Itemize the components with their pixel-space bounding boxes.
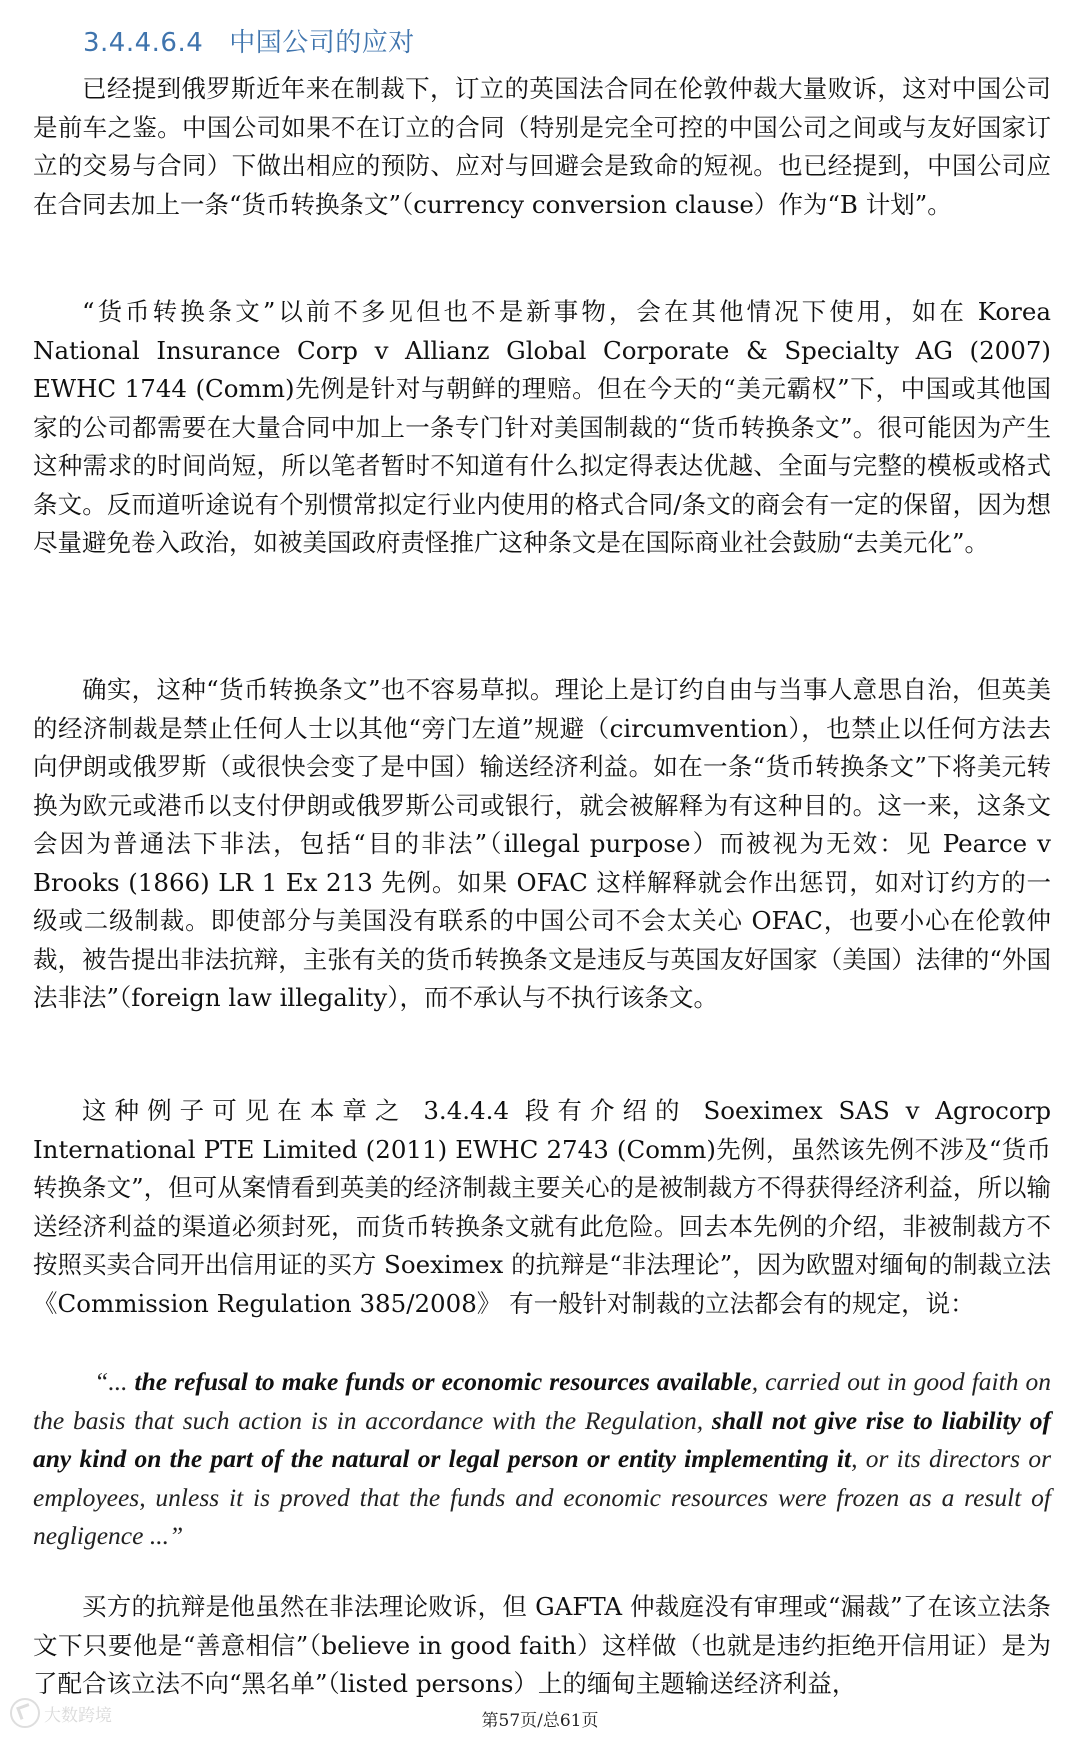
paragraph-3: 确实，这种“货币转换条文”也不容易草拟。理论上是订约自由与当事人意思自治，但英美的经济制裁是禁止任何人士以其他“旁门左道”规避（circumvention），也禁止以任何方法去向伊朗或俄罗斯（或很快会变了是中国）输送经济利益。如在一条“货币转换条文”下将美元转换为欧元或港币以支付伊朗或俄罗斯公司或银行，就会被解释为有这种目的。这一来，这条文会因为普通法下非法，包括“目的非法”（illegal purpose）而被视为无效：见 Pearce v Brooks (1866) LR 1 Ex 213 先例。如果 OFAC 这样解释就会作出惩罚，如对订约方的一级或二级制裁。即使部分与美国没有联系的中国公司不会太关心 OFAC，也要小心在伦敦仲裁，被告提出非法抗辩，主张有关的货币转换条文是违反与英国友好国家（美国）法律的“外国法非法”（foreign law illegality），而不承认与不执行该条文。 — [33, 675, 1051, 1012]
section-number: 3.4.4.6.4 — [83, 28, 204, 58]
regulation-quote — [33, 1363, 1051, 1556]
paragraph-2: “货币转换条文”以前不多见但也不是新事物，会在其他情况下使用，如在 Korea National Insurance Corp v Allianz Global Corporate & Specialty AG (2007) EWHC 1744 (Comm)先例是针对与朝鲜的理赔。但在今天的“美元霸权”下，中国或其他国家的公司都需要在大量合同中加上一条专门针对美国制裁的“货币转换条文”。很可能因为产生这种需求的时间尚短，所以笔者暂时不知道有什么拟定得表达优越、全面与完整的模板或格式条文。反而道听途说有个别惯常拟定行业内使用的格式合同/条文的商会有一定的保留，因为想尽量避免卷入政治，如被美国政府责怪推广这种条文是在国际商业社会鼓励“去美元化”。 — [33, 297, 1051, 557]
quote-bold-1: the refusal to make funds or economic resources available — [134, 1367, 752, 1396]
quote-text-2: , or its directors or employees, unless it is proved that the funds and economic resources were frozen as a result of negligence ...” — [33, 1444, 1051, 1550]
paragraph-4: 这种例子可见在本章之 3.4.4.4 段有介绍的 Soeximex SAS v Agrocorp International PTE Limited (2011) EWHC 2743 (Comm)先例，虽然该先例不涉及“货币转换条文”，但可从案情看到英美的经济制裁主要关心的是被制裁方不得获得经济利益，所以输送经济利益的渠道必须封死，而货币转换条文就有此危险。回去本先例的介绍，非被制裁方不按照买卖合同开出信用证的买方 Soeximex 的抗辩是“非法理论”，因为欧盟对缅甸的制裁立法《Commission Regulation 385/2008》 有一般针对制裁的立法都会有的规定，说： — [33, 1096, 1051, 1318]
section-title: 中国公司的应对 — [229, 28, 415, 58]
page-number: 第57页/总61页 — [481, 1711, 599, 1731]
watermark-text: 大数跨境 — [44, 1705, 112, 1726]
paragraph-1: 已经提到俄罗斯近年来在制裁下，订立的英国法合同在伦敦仲裁大量败诉，这对中国公司是前车之鉴。中国公司如果不在订立的合同（特别是完全可控的中国公司之间或与友好国家订立的交易与合同）下做出相应的预防、应对与回避会是致命的短视。也已经提到，中国公司应在合同去加上一条“货币转换条文”（currency conversion clause）作为“B 计划”。 — [33, 74, 1051, 219]
quote-text-1: , carried out in good faith on the basis that such action is in accordance with the Regulation, — [33, 1367, 1051, 1435]
section-heading — [83, 22, 415, 59]
paragraph-5: 买方的抗辩是他虽然在非法理论败诉，但 GAFTA 仲裁庭没有审理或“漏裁”了在该立法条文下只要他是“善意相信”（believe in good faith）这样做（也就是违约拒绝开信用证）是为了配合该立法不向“黑名单”（listed persons）上的缅甸主题输送经济利益， — [33, 1592, 1051, 1698]
quote-bold-2: shall not give rise to liability of any kind on the part of the natural or legal person or entity implementing it — [33, 1405, 1051, 1473]
quote-open: “... — [94, 1367, 135, 1396]
